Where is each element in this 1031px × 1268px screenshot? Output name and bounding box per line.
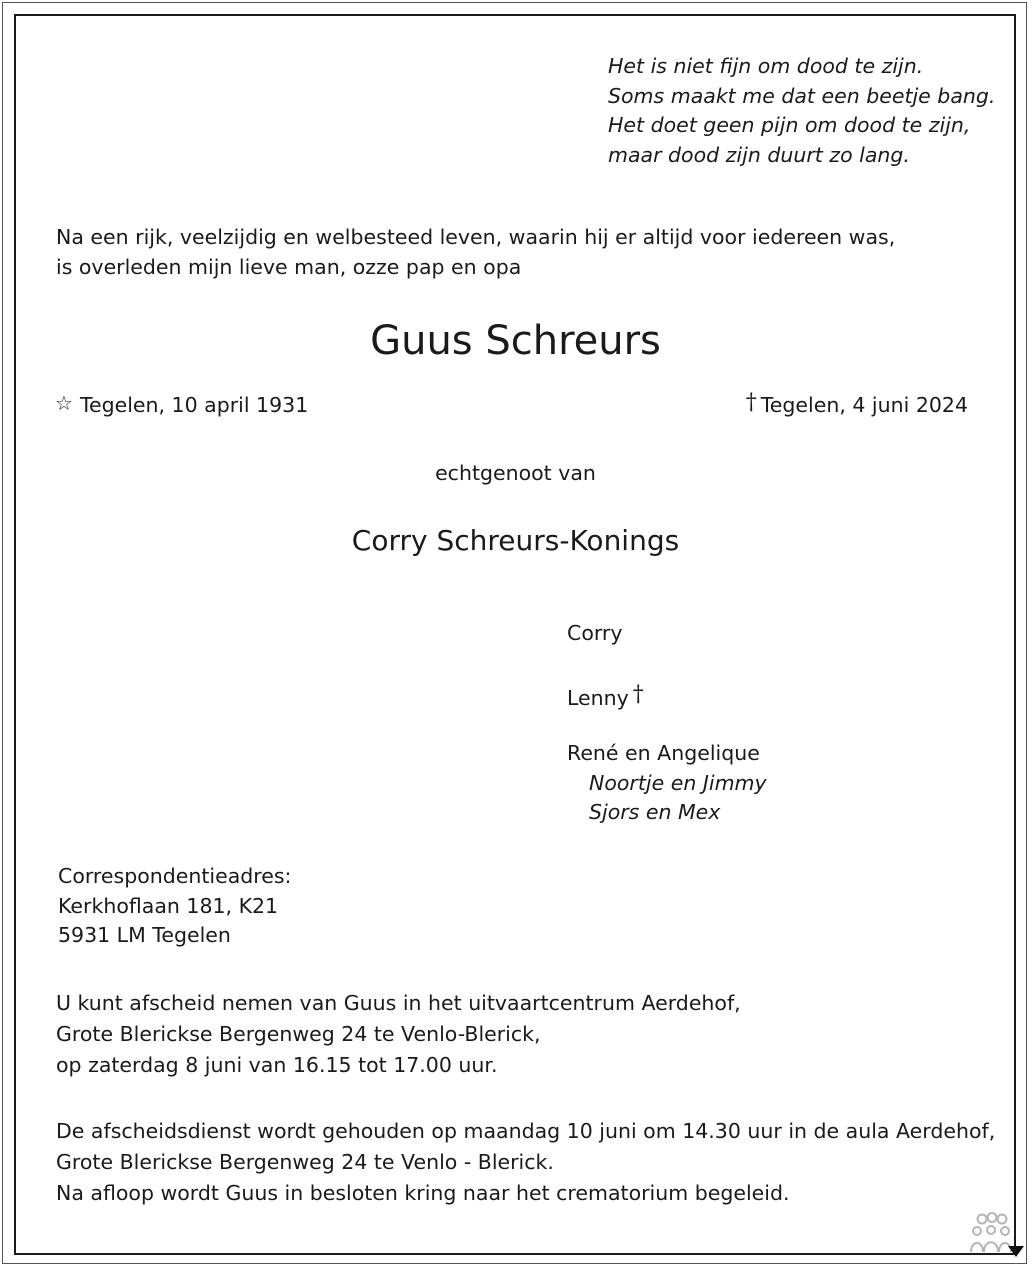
address-line: 5931 LM Tegelen [58, 923, 231, 947]
poem-line: Het is niet fijn om dood te zijn. [608, 54, 924, 78]
address-line: Kerkhoflaan 181, K21 [58, 893, 279, 918]
intro-line: Na een rijk, veelzijdig en welbesteed leven, waarin hij er altijd voor iedereen was, [56, 225, 896, 249]
service-line: Na afloop wordt Guus in besloten kring naar het crematorium begeleid. [56, 1181, 790, 1205]
death-info [746, 388, 968, 420]
cross-icon: † [632, 682, 644, 707]
intro-line: is overleden mijn lieve man, ozze pap en opa [56, 255, 522, 279]
birth-info [55, 388, 308, 420]
farewell-line: U kunt afscheid nemen van Guus in het uitvaartcentrum Aerdehof, [56, 991, 741, 1015]
spouse-name: Corry Schreurs-Konings [351, 524, 680, 557]
triangle-down-icon[interactable] [1008, 1246, 1024, 1257]
grandchild: Noortje en Jimmy [589, 771, 767, 795]
birth-text: Tegelen, 10 april 1931 [79, 393, 309, 417]
service-line: De afscheidsdienst wordt gehouden op maandag 10 juni om 14.30 uur in de aula Aerdehof, [56, 1119, 996, 1143]
poem-line: maar dood zijn duurt zo lang. [608, 142, 910, 167]
grandchild: Sjors en Mex [589, 800, 721, 824]
spouse-label: echtgenoot van [435, 461, 596, 485]
farewell-line: Grote Blerickse Bergenweg 24 te Venlo-Blerick, [56, 1022, 541, 1046]
address-line: Correspondentieadres: [58, 864, 292, 888]
intro-text [56, 222, 895, 282]
poem-line: Het doet geen pijn om dood te zijn, [608, 113, 971, 137]
service-info [56, 1116, 995, 1209]
correspondence-address [58, 862, 291, 951]
cross-icon: † [745, 390, 757, 415]
family-member: René en Angelique [567, 741, 760, 765]
farewell-line: op zaterdag 8 juni van 16.15 tot 17.00 uur. [56, 1053, 498, 1077]
family-member [567, 680, 644, 713]
death-text: Tegelen, 4 juni 2024 [760, 393, 968, 417]
star-icon: ☆ [55, 391, 73, 415]
poem-line: Soms maakt me dat een beetje bang. [608, 83, 996, 108]
family-member: Corry [567, 621, 623, 645]
service-line: Grote Blerickse Bergenweg 24 te Venlo - Blerick. [56, 1150, 554, 1174]
deceased-name: Guus Schreurs [370, 318, 661, 364]
family-member-name: Lenny [567, 686, 629, 710]
poem [608, 52, 995, 170]
farewell-info [56, 988, 741, 1081]
